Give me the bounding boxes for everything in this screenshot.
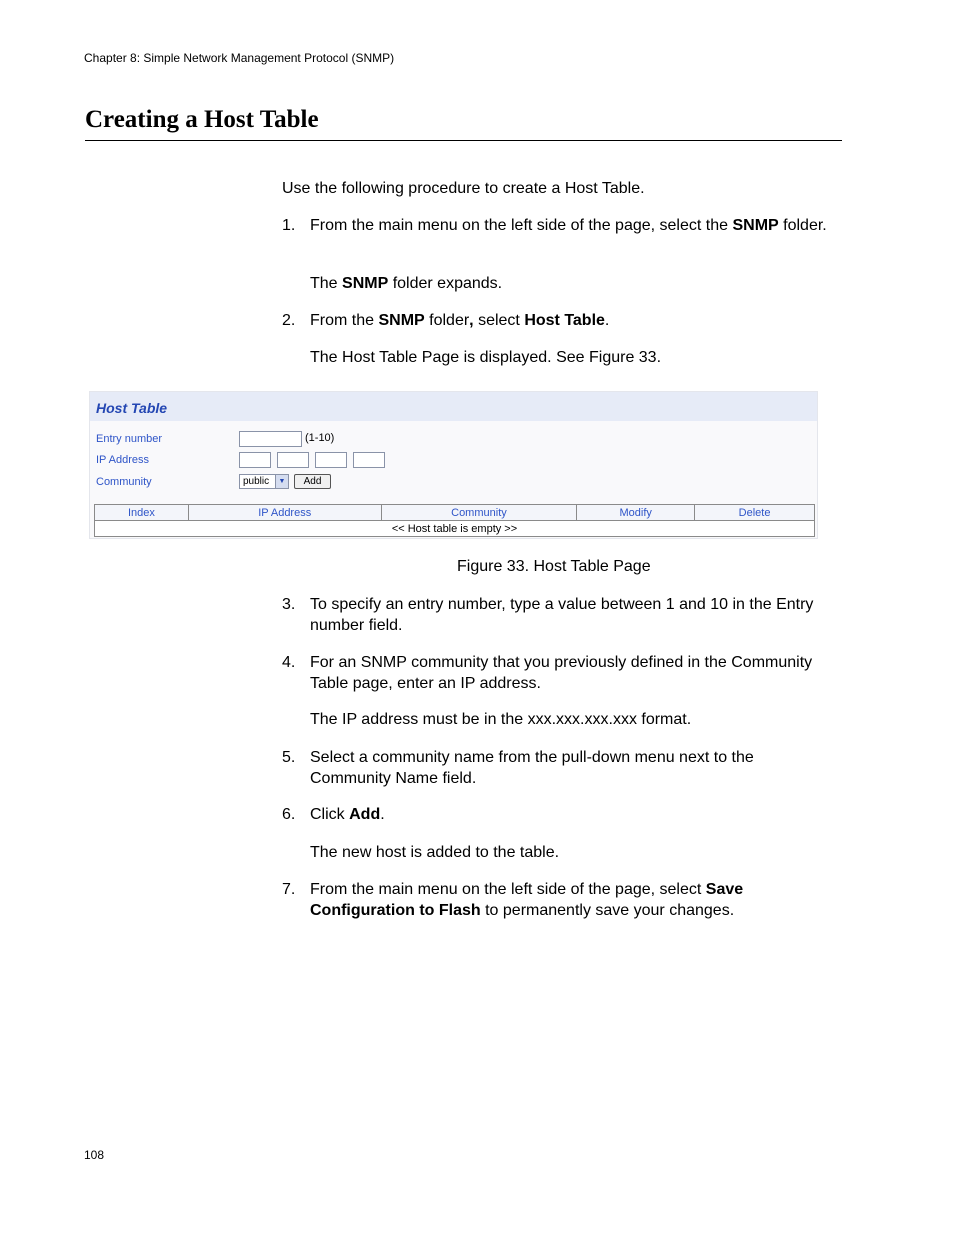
running-header: Chapter 8: Simple Network Management Protocol (SNMP)	[84, 51, 395, 65]
step-4-note: The IP address must be in the xxx.xxx.xxx.xxx format.	[310, 711, 692, 728]
community-select[interactable]	[239, 474, 289, 489]
host-table	[94, 504, 815, 537]
step-number: 7.	[282, 881, 296, 898]
step-text: To specify an entry number, type a value between 1 and 10 in the Entry number field.	[310, 596, 814, 634]
ip-octet-4-input[interactable]	[353, 452, 385, 468]
step-2	[282, 311, 827, 332]
intro-paragraph: Use the following procedure to create a Host Table.	[282, 180, 645, 197]
chevron-down-icon[interactable]: ▼	[275, 475, 288, 488]
step-number: 6.	[282, 806, 296, 823]
step-text: From the SNMP folder, select Host Table.	[310, 312, 610, 329]
community-label: Community	[96, 476, 152, 488]
entry-range-hint: (1-10)	[305, 432, 335, 444]
add-button[interactable]: Add	[294, 474, 331, 489]
column-header-ip-address: IP Address	[188, 505, 381, 521]
table-header-row	[95, 505, 815, 521]
step-1-note: The SNMP folder expands.	[310, 275, 503, 292]
step-number: 3.	[282, 596, 296, 613]
title-rule	[85, 140, 842, 141]
host-table-figure	[89, 391, 818, 539]
column-header-delete: Delete	[695, 505, 815, 521]
figure-title: Host Table	[96, 400, 168, 416]
ip-address-label: IP Address	[96, 454, 149, 466]
empty-table-message: << Host table is empty >>	[95, 521, 815, 537]
step-2-note: The Host Table Page is displayed. See Figure 33.	[310, 349, 662, 366]
step-text: Click Add.	[310, 806, 385, 823]
step-4	[282, 653, 827, 694]
community-selected-value: public	[243, 476, 270, 487]
entry-number-label: Entry number	[96, 433, 163, 445]
figure-caption: Figure 33. Host Table Page	[457, 558, 651, 575]
column-header-index: Index	[95, 505, 189, 521]
step-5	[282, 748, 827, 789]
page-number: 108	[84, 1148, 105, 1162]
step-number: 4.	[282, 654, 296, 671]
ip-octet-3-input[interactable]	[315, 452, 347, 468]
step-text: From the main menu on the left side of the page, select the SNMP folder.	[310, 217, 827, 234]
column-header-modify: Modify	[577, 505, 695, 521]
step-6	[282, 805, 827, 826]
step-3	[282, 595, 827, 636]
ip-octet-2-input[interactable]	[277, 452, 309, 468]
step-1	[282, 216, 827, 237]
ip-octet-1-input[interactable]	[239, 452, 271, 468]
table-row	[95, 521, 815, 537]
step-6-note: The new host is added to the table.	[310, 844, 560, 861]
figure-header-bar	[90, 392, 817, 421]
column-header-community: Community	[381, 505, 577, 521]
step-text: From the main menu on the left side of the page, select Save Configuration to Flash to permanently save your changes.	[310, 881, 744, 919]
step-number: 2.	[282, 312, 296, 329]
step-number: 1.	[282, 217, 296, 234]
step-7	[282, 880, 827, 921]
entry-number-input[interactable]	[239, 431, 302, 447]
step-text: For an SNMP community that you previously defined in the Community Table page, enter an IP address.	[310, 654, 813, 692]
step-number: 5.	[282, 749, 296, 766]
section-title: Creating a Host Table	[85, 106, 319, 133]
step-text: Select a community name from the pull-down menu next to the Community Name field.	[310, 749, 754, 787]
